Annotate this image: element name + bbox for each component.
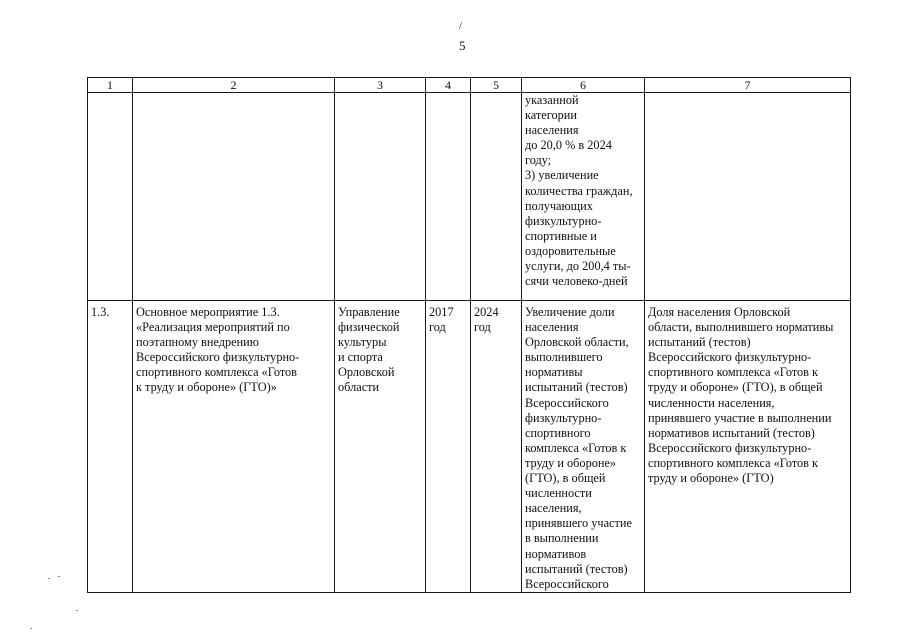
table-cell: [133, 93, 335, 301]
cell-end-year: 2024 год: [474, 305, 499, 335]
table-cell: [471, 93, 522, 301]
scan-speck: [58, 576, 60, 577]
cell-activity: Основное мероприятие 1.3. «Реализация мероприятий по поэтапному внедрению Всероссийского физкультурно- спортивного комплекса «Готов к труду и обороне» (ГТО)»: [136, 305, 300, 395]
cell-indicator: Доля населения Орловской области, выполнившего нормативы испытаний (тестов) Всероссийского физкультурно- спортивного комплекса «Готов к труду и обороне» (ГТО), в общей численности населения, принявшего участие в выполнении нормативов испытаний (тестов) Всероссийского физкультурно- спортивного комплекса «Готов к труду и обороне» (ГТО): [648, 305, 834, 486]
table-row: [88, 301, 851, 593]
column-header: 5: [471, 78, 522, 93]
column-header: 6: [522, 78, 645, 93]
column-header: 4: [426, 78, 471, 93]
document-table: [87, 77, 851, 593]
table-cell: [88, 301, 133, 593]
table-cell: [522, 93, 645, 301]
table-cell: [426, 301, 471, 593]
table-header-row: [88, 78, 851, 93]
column-header: 2: [133, 78, 335, 93]
table-cell: [335, 301, 426, 593]
cell-expected-result: указанной категории населения до 20,0 % в 2024 году; 3) увеличение количества граждан, получающих физкультурно- спортивные и оздоровительные услуги, до 200,4 ты- сячи человеко-дней: [525, 93, 633, 289]
column-header: 3: [335, 78, 426, 93]
cell-start-year: 2017 год: [429, 305, 454, 335]
cell-expected-result: Увеличение доли населения Орловской области, выполнившего нормативы испытаний (тестов) Всероссийского физкультурно- спортивного комплекса «Готов к труду и обороне» (ГТО), в общей численности населения, принявшего участие в выполнении нормативов испытаний (тестов) Всероссийского: [525, 305, 632, 591]
table-cell: [645, 93, 851, 301]
page-mark: /: [459, 20, 463, 32]
table-cell: [133, 301, 335, 593]
table-cell: [335, 93, 426, 301]
table-cell: [471, 301, 522, 593]
page-number: 5: [459, 38, 466, 53]
scan-speck: [48, 578, 50, 579]
table-cell: [426, 93, 471, 301]
scan-speck: [76, 610, 78, 611]
table-cell: [645, 301, 851, 593]
cell-number: 1.3.: [91, 305, 110, 319]
table-row: [88, 93, 851, 301]
table-cell: [522, 301, 645, 593]
column-header: 7: [645, 78, 851, 93]
scan-speck: [30, 628, 32, 629]
column-header: 1: [88, 78, 133, 93]
table-cell: [88, 93, 133, 301]
cell-executor: Управление физической культуры и спорта Орловской области: [338, 305, 400, 395]
